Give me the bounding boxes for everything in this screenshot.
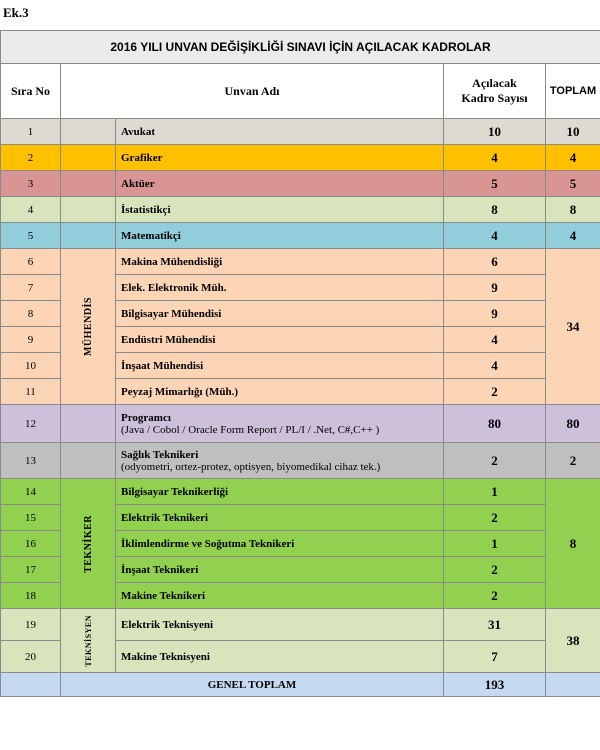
row-count: 4	[444, 327, 546, 353]
row-title-cell	[116, 443, 444, 479]
row-title: İnşaat Teknikeri	[116, 557, 444, 583]
group-tekniker-text: TEKNİKER	[82, 514, 94, 573]
table-title: 2016 YILI UNVAN DEĞİŞİKLİĞİ SINAVI İÇİN AÇILACAK KADROLAR	[1, 31, 600, 64]
row-no: 13	[1, 443, 61, 479]
row-no: 7	[1, 275, 61, 301]
row-count: 80	[444, 405, 546, 443]
table-row	[1, 223, 600, 249]
row-title: Grafiker	[116, 145, 444, 171]
row-no: 18	[1, 583, 61, 609]
row-total: 8	[546, 197, 600, 223]
row-no: 10	[1, 353, 61, 379]
group-label-teknisyen	[61, 609, 116, 673]
row-no: 4	[1, 197, 61, 223]
row-title: Makine Teknikeri	[116, 583, 444, 609]
group-cell-empty	[61, 171, 116, 197]
row-no: 15	[1, 505, 61, 531]
group-cell-empty	[61, 145, 116, 171]
row-title: Bilgisayar Teknikerliği	[116, 479, 444, 505]
row-count: 2	[444, 557, 546, 583]
attachment-label: Ek.3	[3, 5, 29, 20]
group-total-tekniker: 8	[546, 479, 600, 609]
footer-empty-cell	[1, 673, 61, 697]
row-count: 4	[444, 145, 546, 171]
group-teknisyen-text: TEKNİSYEN	[83, 614, 93, 667]
row-no: 20	[1, 641, 61, 673]
table-row	[1, 197, 600, 223]
row-no: 14	[1, 479, 61, 505]
row-count: 2	[444, 583, 546, 609]
table-row	[1, 479, 600, 505]
row-title: Programcı	[121, 411, 171, 424]
row-title: Elek. Elektronik Müh.	[116, 275, 444, 301]
row-title: Bilgisayar Mühendisi	[116, 301, 444, 327]
row-title: Peyzaj Mimarlığı (Müh.)	[116, 379, 444, 405]
row-no: 11	[1, 379, 61, 405]
row-count: 8	[444, 197, 546, 223]
table-row	[1, 171, 600, 197]
row-count: 7	[444, 641, 546, 673]
row-no: 3	[1, 171, 61, 197]
row-count: 1	[444, 479, 546, 505]
row-title: Makina Mühendisliği	[116, 249, 444, 275]
row-no: 9	[1, 327, 61, 353]
header-kadro-sayisi	[444, 64, 546, 119]
header-kadro-line2: Kadro Sayısı	[461, 91, 528, 105]
row-no: 6	[1, 249, 61, 275]
row-total: 5	[546, 171, 600, 197]
header-row	[1, 64, 600, 119]
row-total: 4	[546, 145, 600, 171]
row-title: Elektrik Teknikeri	[116, 505, 444, 531]
group-cell-empty	[61, 443, 116, 479]
row-title: Aktüer	[116, 171, 444, 197]
header-kadro-line1: Açılacak	[472, 76, 517, 90]
row-count: 31	[444, 609, 546, 641]
header-unvan-adi: Unvan Adı	[61, 64, 444, 119]
table-row	[1, 145, 600, 171]
row-no: 12	[1, 405, 61, 443]
footer-empty-cell	[546, 673, 600, 697]
row-total: 80	[546, 405, 600, 443]
title-row	[1, 31, 600, 64]
row-no: 8	[1, 301, 61, 327]
table-row	[1, 443, 600, 479]
table-row	[1, 119, 600, 145]
row-count: 9	[444, 301, 546, 327]
group-total-teknisyen: 38	[546, 609, 600, 673]
row-count: 4	[444, 353, 546, 379]
row-count: 2	[444, 443, 546, 479]
row-title: Endüstri Mühendisi	[116, 327, 444, 353]
header-toplam: TOPLAM	[546, 64, 600, 119]
row-title: Avukat	[116, 119, 444, 145]
row-no: 5	[1, 223, 61, 249]
row-count: 10	[444, 119, 546, 145]
group-cell-empty	[61, 197, 116, 223]
row-no: 1	[1, 119, 61, 145]
row-title: Elektrik Teknisyeni	[116, 609, 444, 641]
row-total: 4	[546, 223, 600, 249]
group-cell-empty	[61, 223, 116, 249]
footer-total: 193	[444, 673, 546, 697]
footer-label: GENEL TOPLAM	[61, 673, 444, 697]
table-row	[1, 609, 600, 641]
table-row	[1, 405, 600, 443]
row-title: Sağlık Teknikeri	[121, 448, 199, 461]
staff-positions-table	[0, 30, 600, 697]
footer-row	[1, 673, 600, 697]
row-title: İstatistikçi	[116, 197, 444, 223]
row-count: 2	[444, 379, 546, 405]
row-count: 9	[444, 275, 546, 301]
row-count: 1	[444, 531, 546, 557]
group-label-muhendis	[61, 249, 116, 405]
row-title: İklimlendirme ve Soğutma Teknikeri	[116, 531, 444, 557]
row-detail: (odyometri, ortez-protez, optisyen, biyomedikal cihaz tek.)	[121, 460, 381, 473]
group-muhendis-text: MÜHENDİS	[82, 296, 94, 356]
group-total-muhendis: 34	[546, 249, 600, 405]
group-cell-empty	[61, 405, 116, 443]
row-total: 2	[546, 443, 600, 479]
row-detail: (Java / Cobol / Oracle Form Report / PL/I / .Net, C#,C++ )	[121, 423, 380, 436]
row-no: 19	[1, 609, 61, 641]
row-title: İnşaat Mühendisi	[116, 353, 444, 379]
row-count: 5	[444, 171, 546, 197]
row-no: 17	[1, 557, 61, 583]
row-no: 16	[1, 531, 61, 557]
row-count: 2	[444, 505, 546, 531]
row-total: 10	[546, 119, 600, 145]
group-label-tekniker	[61, 479, 116, 609]
row-count: 6	[444, 249, 546, 275]
table-row	[1, 249, 600, 275]
header-sira-no: Sıra No	[1, 64, 61, 119]
row-no: 2	[1, 145, 61, 171]
row-title-cell	[116, 405, 444, 443]
row-title: Matematikçi	[116, 223, 444, 249]
row-title: Makine Teknisyeni	[116, 641, 444, 673]
group-cell-empty	[61, 119, 116, 145]
row-count: 4	[444, 223, 546, 249]
